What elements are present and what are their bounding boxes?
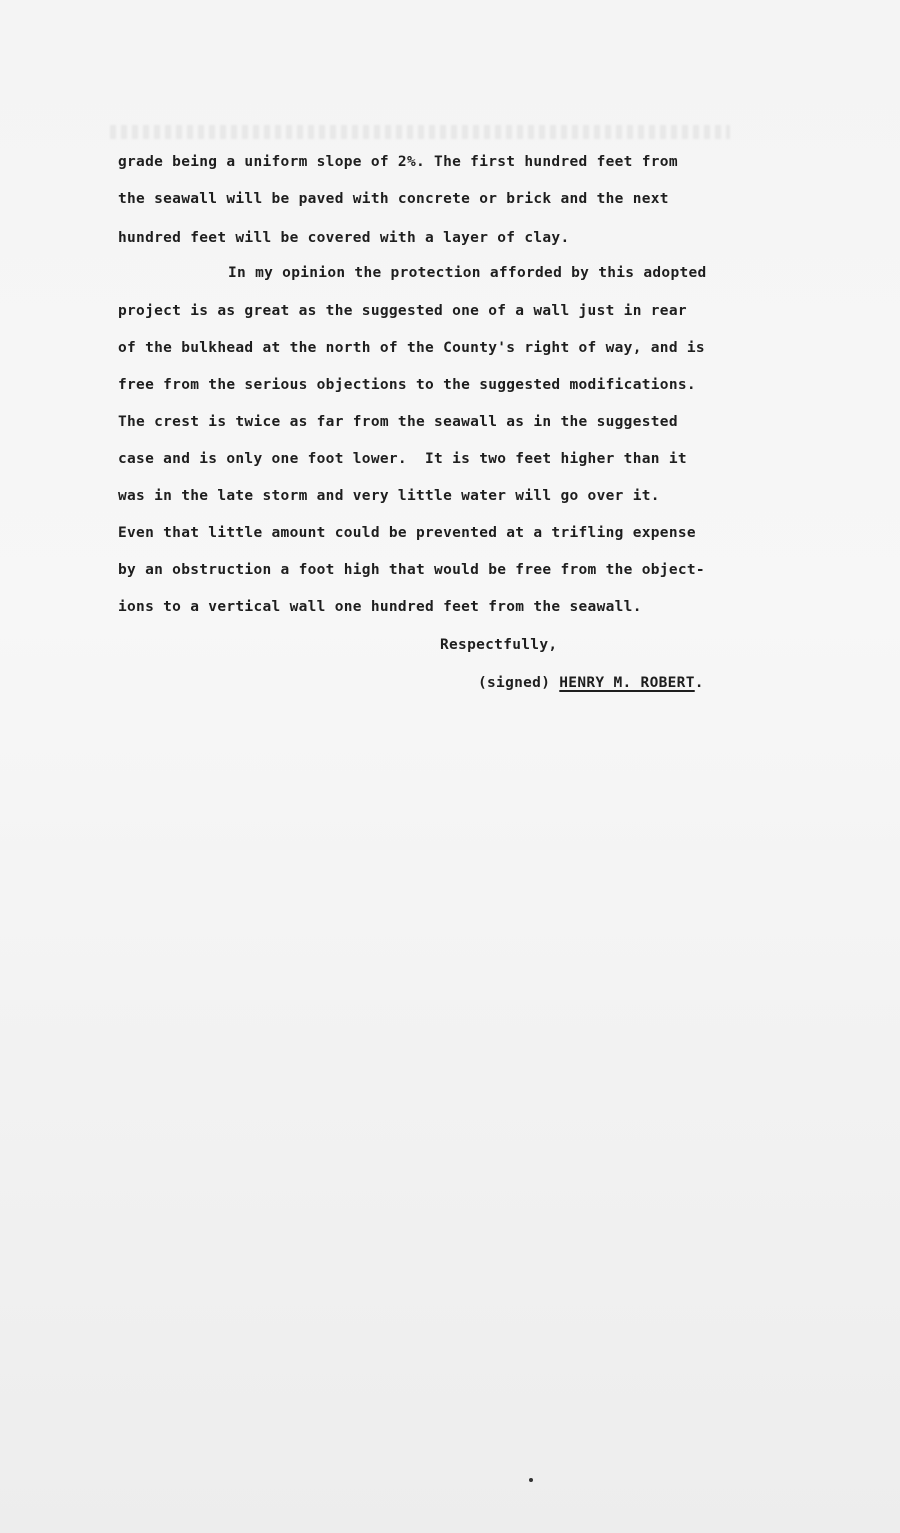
text-line: of the bulkhead at the north of the County's right of way, and is: [118, 340, 705, 356]
text-line: free from the serious objections to the suggested modifications.: [118, 377, 696, 393]
text-line: Even that little amount could be prevented at a trifling expense: [118, 525, 696, 541]
signature-name: HENRY M. ROBERT: [559, 675, 695, 691]
text-line: The crest is twice as far from the seawall as in the suggested: [118, 414, 678, 430]
text-line: grade being a uniform slope of 2%. The first hundred feet from: [118, 154, 678, 170]
ink-dot: [529, 1478, 533, 1482]
text-line: by an obstruction a foot high that would be free from the object-: [118, 562, 705, 578]
signature-line: [478, 674, 704, 692]
text-line: ions to a vertical wall one hundred feet from the seawall.: [118, 599, 642, 615]
text-line: In my opinion the protection afforded by this adopted: [228, 265, 707, 281]
text-line: hundred feet will be covered with a layer of clay.: [118, 230, 570, 246]
signature-suffix: .: [694, 675, 704, 691]
text-line: case and is only one foot lower. It is two feet higher than it: [118, 451, 687, 467]
text-line: was in the late storm and very little water will go over it.: [118, 488, 660, 504]
ink-smudge: [110, 125, 730, 139]
text-line: project is as great as the suggested one of a wall just in rear: [118, 303, 687, 319]
text-line: the seawall will be paved with concrete or brick and the next: [118, 191, 669, 207]
signature-prefix: (signed): [478, 675, 551, 691]
closing-line: Respectfully,: [440, 637, 558, 653]
